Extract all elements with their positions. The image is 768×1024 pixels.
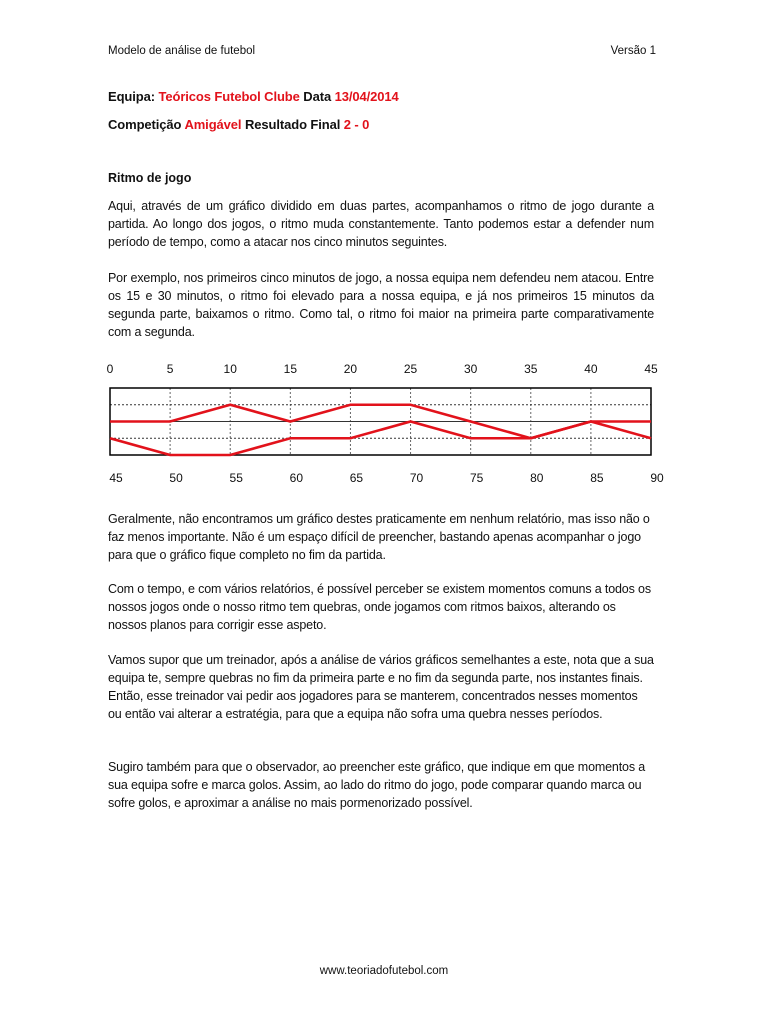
team-date-line — [108, 89, 399, 104]
bottom-tick-label: 70 — [409, 471, 424, 485]
top-tick-label: 20 — [343, 362, 358, 376]
top-tick-label: 35 — [524, 362, 538, 376]
header-title: Modelo de análise de futebol — [108, 45, 256, 57]
team-name: Teóricos Futebol Clube — [158, 89, 300, 104]
bottom-tick-label: 65 — [349, 471, 364, 485]
bottom-tick-label: 55 — [229, 471, 243, 485]
paragraph-time: Com o tempo, e com vários relatórios, é possível perceber se existem momentos comuns a todos os nossos jogos onde o nosso ritmo tem quebras, onde jogamos com ritmos baixos, alterando os nossos planos para corrigir esse aspeto. — [108, 582, 651, 632]
header-version: Versão 1 — [610, 45, 656, 57]
paragraph-generally: Geralmente, não encontramos um gráfico destes praticamente em nenhum relatório, mas isso não o faz menos importante. Não é um espaço difícil de preencher, bastando apenas acompanhar o jogo para que o gráfico fique completo no fim da partida. — [108, 512, 650, 562]
paragraph-intro: Aqui, através de um gráfico dividido em duas partes, acompanhamos o ritmo de jogo durante a partida. Ao longo dos jogos, o ritmo muda constantemente. Tanto podemos estar a defender num período de tempo, como a atacar nos cinco minutos seguintes. — [108, 199, 654, 249]
team-label: Equipa: — [108, 89, 155, 104]
top-tick-label: 15 — [283, 362, 298, 376]
top-tick-label: 25 — [403, 362, 418, 376]
final-result: 2 - 0 — [343, 117, 370, 132]
bottom-tick-label: 85 — [590, 471, 604, 485]
competition-label: Competição — [108, 117, 182, 132]
competition-result-line — [108, 117, 369, 132]
top-tick-label: 30 — [463, 362, 478, 376]
footer-url: www.teoriadofutebol.com — [319, 965, 449, 977]
top-tick-label: 40 — [584, 362, 598, 376]
section-title: Ritmo de jogo — [108, 171, 192, 185]
top-tick-label: 45 — [644, 362, 658, 376]
bottom-tick-label: 45 — [109, 471, 123, 485]
top-tick-label: 10 — [223, 362, 237, 376]
paragraph-coach: Vamos supor que um treinador, após a análise de vários gráficos semelhantes a este, nota que a sua equipa te, sempre quebras no fim da primeira parte e no fim da segunda parte, nos instantes finais. Então, esse treinador vai pedir aos jogadores para se manterem, concentrados nesses momentos ou então vai alterar a estratégia, para que a equipa não sofra uma quebra nesses períodos. — [108, 653, 654, 721]
rhythm-chart — [0, 355, 768, 490]
top-tick-label: 5 — [166, 362, 174, 376]
paragraph-example: Por exemplo, nos primeiros cinco minutos de jogo, a nossa equipa nem defendeu nem atacou. Entre os 15 e 30 minutos, o ritmo foi elevado para a nossa equipa, e já nos primeiros 15 minutos da segunda parte, baixamos o ritmo. Como tal, o ritmo foi maior na primeira parte comparativamente com a segunda. — [108, 271, 654, 339]
top-tick-label: 0 — [106, 362, 114, 376]
result-label: Resultado Final — [244, 117, 341, 132]
bottom-tick-label: 75 — [469, 471, 484, 485]
competition-name: Amigável — [184, 117, 242, 132]
bottom-tick-label: 60 — [289, 471, 304, 485]
bottom-tick-label: 50 — [169, 471, 183, 485]
bottom-tick-label: 90 — [650, 471, 664, 485]
date-label: Data — [303, 89, 332, 104]
bottom-tick-label: 80 — [530, 471, 544, 485]
paragraph-observer: Sugiro também para que o observador, ao preencher este gráfico, que indique em que momentos a sua equipa sofre e marca golos. Assim, ao lado do ritmo do jogo, pode comparar quando marca ou sofre golos, e aproximar a análise no mais pormenorizado possível. — [108, 760, 646, 810]
match-date: 13/04/2014 — [334, 89, 399, 104]
